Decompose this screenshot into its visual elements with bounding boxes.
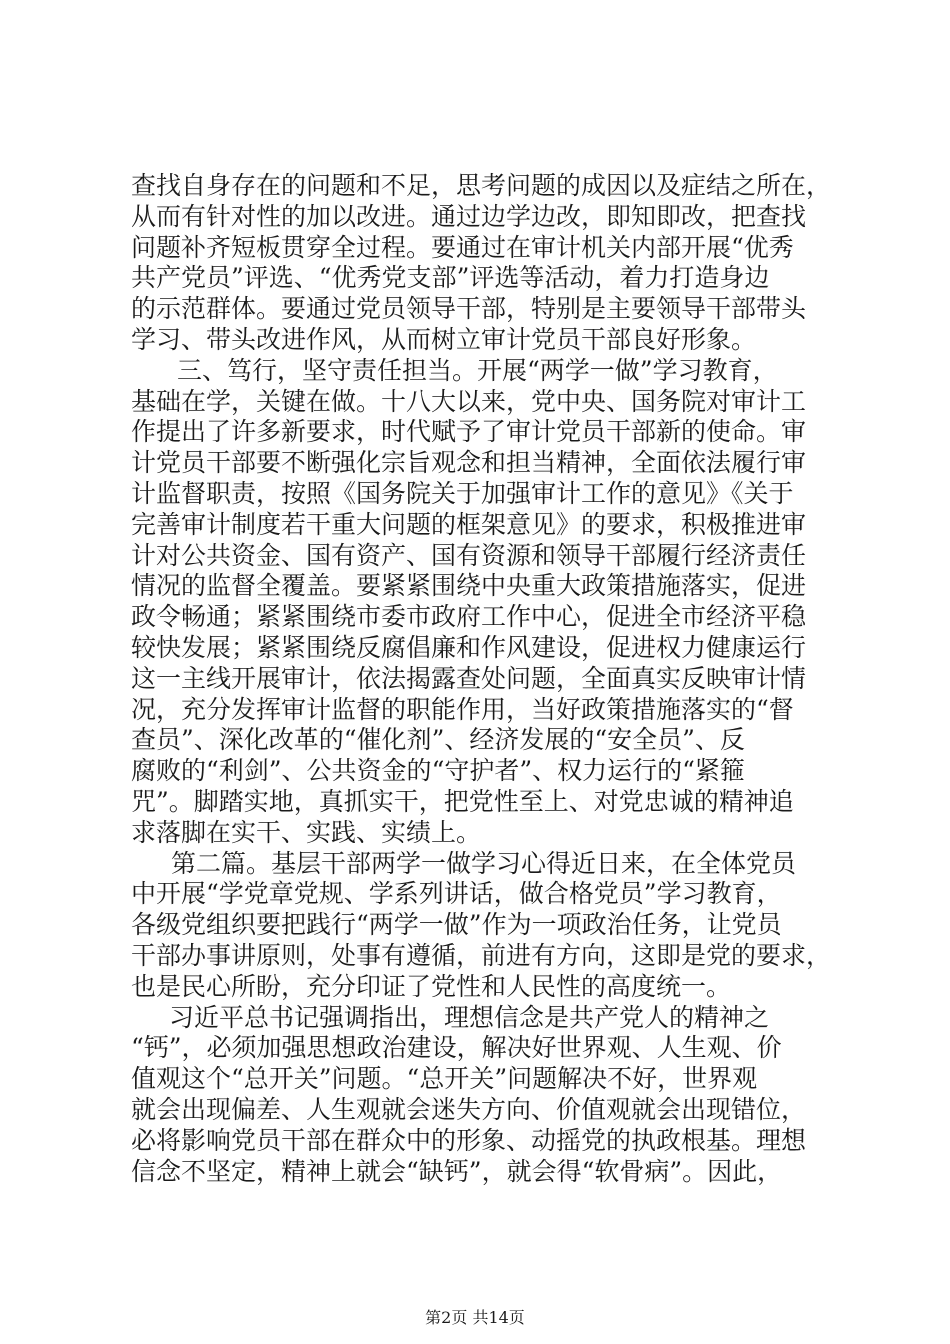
text-line: 作提出了许多新要求，时代赋予了审计党员干部新的使命。审 — [131, 417, 807, 447]
text-line: 计党员干部要不断强化宗旨观念和担当精神，全面依法履行审 — [131, 448, 807, 478]
text-line: 基础在学，关键在做。十八大以来，党中央、国务院对审计工 — [131, 386, 807, 416]
text-line: 从而有针对性的加以改进。通过边学边改，即知即改，把查找 — [131, 201, 807, 231]
text-line: 学习、带头改进作风，从而树立审计党员干部良好形象。 — [131, 324, 757, 354]
page-number: 第2页 共14页 — [425, 1308, 525, 1327]
text-line: 的示范群体。要通过党员领导干部，特别是主要领导干部带头 — [131, 294, 807, 324]
text-line: 况，充分发挥审计监督的职能作用，当好政策措施落实的“督 — [131, 694, 794, 724]
text-line: 信念不坚定，精神上就会“缺钙”，就会得“软骨病”。因此， — [131, 1156, 783, 1186]
text-line: 就会出现偏差、人生观就会迷失方向、价值观就会出现错位， — [131, 1094, 807, 1124]
text-line: 问题补齐短板贯穿全过程。要通过在审计机关内部开展“优秀 — [131, 232, 794, 262]
paragraph-start-line: 习近平总书记强调指出，理想信念是共产党人的精神之 — [169, 1002, 770, 1032]
text-line: 较快发展；紧紧围绕反腐倡廉和作风建设，促进权力健康运行 — [131, 632, 807, 662]
section-heading-line: 三、笃行，坚守责任担当。开展“两学一做”学习教育， — [177, 355, 778, 385]
text-line: 计对公共资金、国有资产、国有资源和领导干部履行经济责任 — [131, 540, 807, 570]
text-line: 求落脚在实干、实践、实绩上。 — [131, 817, 482, 847]
text-line: 中开展“学党章党规、学系列讲话，做合格党员”学习教育， — [131, 879, 782, 909]
text-line: 完善审计制度若干重大问题的框架意见》的要求，积极推进审 — [131, 509, 807, 539]
text-line: 各级党组织要把践行“两学一做”作为一项政治任务，让党员 — [131, 910, 782, 940]
text-line: 咒”。脚踏实地，真抓实干，把党性至上、对党忠诚的精神追 — [131, 786, 794, 816]
text-line: 必将影响党员干部在群众中的形象、动摇党的执政根基。理想 — [131, 1125, 807, 1155]
paragraph-start-line: 第二篇。基层干部两学一做学习心得近日来，在全体党员 — [171, 848, 797, 878]
text-line: 腐败的“利剑”、公共资金的“守护者”、权力运行的“紧箍 — [131, 756, 745, 786]
text-line: 情况的监督全覆盖。要紧紧围绕中央重大政策措施落实，促进 — [131, 571, 807, 601]
text-line: 干部办事讲原则，处事有遵循，前进有方向，这即是党的要求， — [131, 940, 832, 970]
text-line: 查员”、深化改革的“催化剂”、经济发展的“安全员”、反 — [131, 725, 745, 755]
page-footer — [0, 1308, 950, 1328]
text-line: 政令畅通；紧紧围绕市委市政府工作中心，促进全市经济平稳 — [131, 602, 807, 632]
text-line: 这一主线开展审计，依法揭露查处问题，全面真实反映审计情 — [131, 663, 807, 693]
text-line: 共产党员”评选、“优秀党支部”评选等活动，着力打造身边 — [131, 263, 770, 293]
text-line: “钙”，必须加强思想政治建设，解决好世界观、人生观、价 — [131, 1033, 782, 1063]
body-text — [131, 171, 832, 1187]
text-line: 值观这个“总开关”问题。“总开关”问题解决不好，世界观 — [131, 1064, 758, 1094]
text-line: 计监督职责，按照《国务院关于加强审计工作的意见》《关于 — [131, 478, 794, 508]
text-line: 查找自身存在的问题和不足，思考问题的成因以及症结之所在， — [131, 171, 832, 200]
text-line: 也是民心所盼，充分印证了党性和人民性的高度统一。 — [131, 971, 732, 1001]
